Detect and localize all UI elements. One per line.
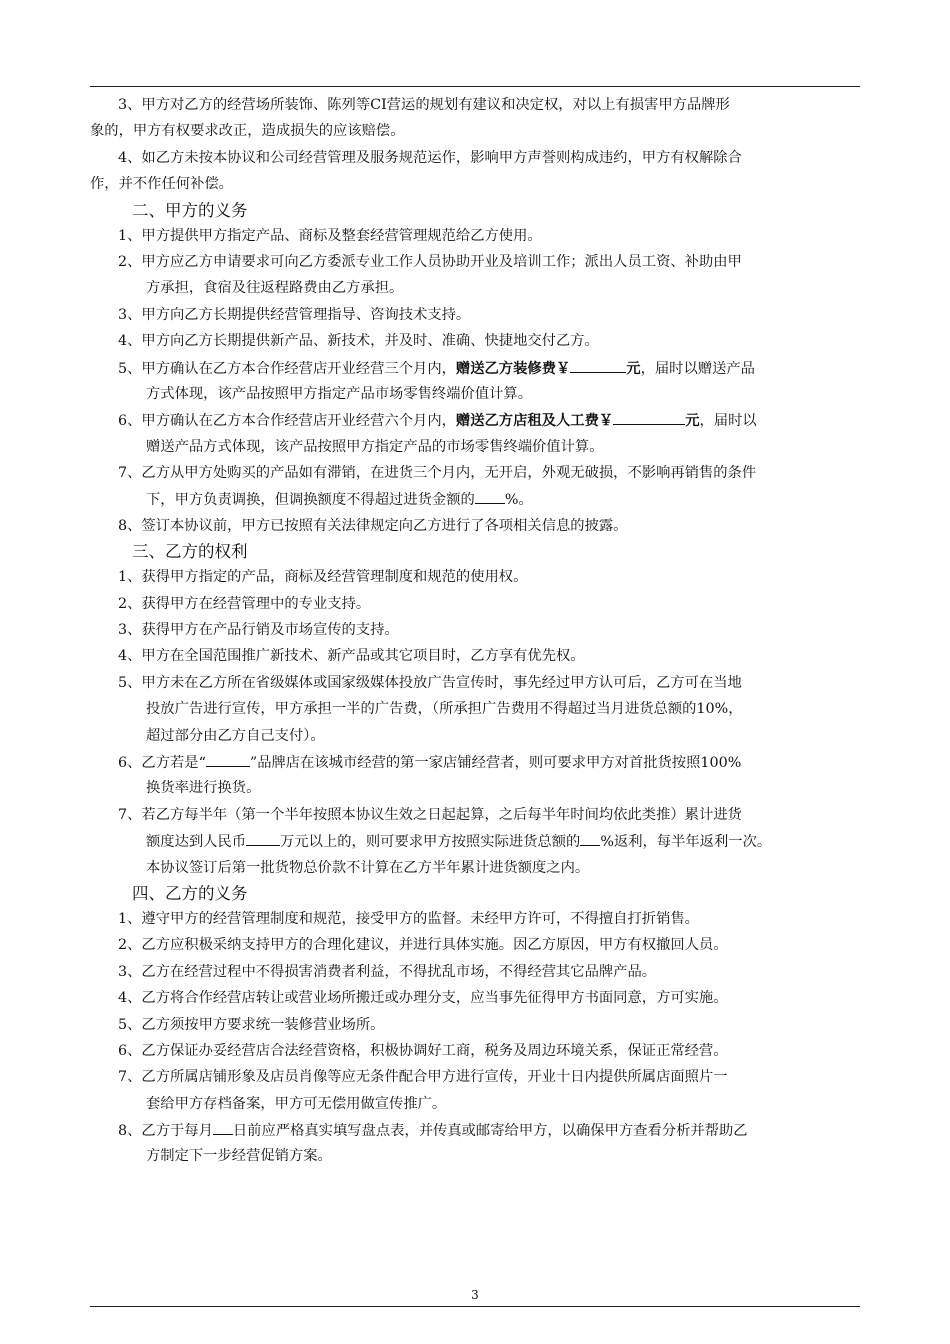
party-a-obligation-1: 1、甲方提供甲方指定产品、商标及整套经营管理规范给乙方使用。	[118, 227, 542, 244]
rent-labor-fee-blank	[613, 407, 685, 425]
text: ”品牌店在该城市经营的第一家店铺经营者，则可要求甲方对首批货按照100%	[249, 754, 742, 771]
party-b-obligation-8-line-1	[90, 1117, 860, 1143]
document-body	[90, 92, 860, 1170]
clause-4-line-2: 作，并不作任何补偿。	[90, 176, 233, 193]
day-blank	[213, 1117, 233, 1135]
decoration-fee-label: 赠送乙方装修费￥	[455, 360, 571, 377]
party-b-obligation-2: 2、乙方应积极采纳支持甲方的合理化建议，并进行具体实施。因乙方原因，甲方有权撤回人员。	[118, 937, 728, 954]
text: ，届时以赠送产品	[640, 360, 755, 377]
party-b-right-6-line-1	[90, 749, 860, 775]
party-a-obligation-8: 8、签订本协议前，甲方已按照有关法律规定向乙方进行了各项相关信息的披露。	[118, 517, 628, 534]
party-b-right-7-line-3: 本协议签订后第一批货物总价款不计算在乙方半年累计进货额度之内。	[146, 859, 590, 876]
party-a-obligation-6-line-2: 赠送产品方式体现，该产品按照甲方指定产品的市场零售终端价值计算。	[146, 438, 604, 455]
party-b-right-5-line-3: 超过部分由乙方自己支付）。	[146, 727, 325, 744]
text: %返利，每半年返利一次。	[600, 834, 772, 851]
section-heading-party-b-rights: 三、乙方的权利	[132, 542, 248, 562]
amount-blank	[246, 828, 280, 846]
rent-labor-fee-label: 赠送乙方店租及人工费￥	[455, 413, 614, 430]
party-a-obligation-3: 3、甲方向乙方长期提供经营管理指导、咨询技术支持。	[118, 306, 471, 323]
party-b-obligation-5: 5、乙方须按甲方要求统一装修营业场所。	[118, 1016, 385, 1033]
clause-3-line-1: 3、甲方对乙方的经营场所装饰、陈列等CI营运的规划有建议和决定权，对以上有损害甲方品牌形	[118, 97, 730, 113]
clause-3-line-2: 象的，甲方有权要求改正，造成损失的应该赔偿。	[90, 123, 405, 140]
party-b-right-3: 3、获得甲方在产品行销及市场宣传的支持。	[118, 622, 399, 639]
party-b-right-6-line-2: 换货率进行换货。	[146, 780, 261, 797]
party-a-obligation-5-line-2: 方式体现，该产品按照甲方指定产品市场零售终端价值计算。	[146, 385, 533, 402]
party-b-obligation-7-line-1: 7、乙方所属店铺形象及店员肖像等应无条件配合甲方进行宣传，开业十日内提供所属店面照片一	[118, 1069, 728, 1086]
party-b-right-4: 4、甲方在全国范围推广新技术、新产品或其它项目时，乙方享有优先权。	[118, 648, 585, 665]
party-a-obligation-7-line-2	[90, 486, 860, 512]
party-b-right-5-line-1: 5、甲方未在乙方所在省级媒体或国家级媒体投放广告宣传时，事先经过甲方认可后，乙方可在当地	[118, 674, 742, 691]
decoration-fee-blank	[570, 355, 626, 373]
party-b-right-5-line-2: 投放广告进行宣传，甲方承担一半的广告费，（所承担广告费用不得超过当月进货总额的10%，	[146, 701, 743, 718]
percentage-blank	[475, 486, 505, 504]
text: 6、乙方若是“	[118, 754, 206, 771]
party-b-obligation-7-line-2: 套给甲方存档备案，甲方可无偿用做宣传推广。	[146, 1095, 447, 1112]
party-a-obligation-4: 4、甲方向乙方长期提供新产品、新技术，并及时、准确、快捷地交付乙方。	[118, 333, 599, 350]
party-b-obligation-1: 1、遵守甲方的经营管理制度和规范，接受甲方的监督。未经甲方许可，不得擅自打折销售。	[118, 910, 699, 927]
brand-name-blank	[206, 749, 250, 767]
text: 万元以上的，则可要求甲方按照实际进货总额的	[280, 834, 581, 851]
page-number: 3	[471, 1288, 479, 1302]
text: 日前应严格真实填写盘点表，并传真或邮寄给甲方，以确保甲方查看分析并帮助乙	[232, 1123, 748, 1140]
text: 5、甲方确认在乙方本合作经营店开业经营三个月内，	[118, 360, 456, 377]
header-rule	[90, 86, 860, 87]
party-b-obligation-3: 3、乙方在经营过程中不得损害消费者利益，不得扰乱市场，不得经营其它品牌产品。	[118, 963, 657, 980]
party-b-obligation-4: 4、乙方将合作经营店转让或营业场所搬迁或办理分支，应当事先征得甲方书面同意，方可实施。	[118, 990, 728, 1007]
section-heading-party-b-obligations: 四、乙方的义务	[132, 883, 248, 903]
text: 6、甲方确认在乙方本合作经营店开业经营六个月内，	[118, 413, 456, 430]
text: 8、乙方于每月	[118, 1123, 213, 1140]
footer-rule	[90, 1306, 860, 1307]
unit: 元	[685, 413, 700, 430]
text: 下，甲方负责调换，但调换额度不得超过进货金额的	[146, 492, 475, 509]
party-b-right-1: 1、获得甲方指定的产品，商标及经营管理制度和规范的使用权。	[118, 569, 528, 586]
party-b-right-7-line-2	[90, 828, 860, 854]
party-a-obligation-2-line-1: 2、甲方应乙方申请要求可向乙方委派专业工作人员协助开业及培训工作；派出人员工资、补助由甲	[118, 253, 742, 270]
text: ，届时以	[699, 413, 757, 430]
party-a-obligation-2-line-2: 方承担，食宿及往返程路费由乙方承担。	[146, 280, 404, 297]
party-b-obligation-6: 6、乙方保证办妥经营店合法经营资格，积极协调好工商，税务及周边环境关系，保证正常经营。	[118, 1042, 728, 1059]
party-b-obligation-8-line-2: 方制定下一步经营促销方案。	[146, 1148, 332, 1165]
party-a-obligation-6-line-1	[90, 407, 860, 433]
unit: 元	[626, 360, 641, 377]
party-a-obligation-5-line-1	[90, 355, 860, 381]
party-b-right-2: 2、获得甲方在经营管理中的专业支持。	[118, 595, 371, 612]
section-heading-party-a-obligations: 二、甲方的义务	[132, 200, 248, 220]
text: 额度达到人民币	[146, 834, 247, 851]
rebate-percent-blank	[580, 828, 600, 846]
text: %。	[504, 492, 533, 509]
clause-4-line-1: 4、如乙方未按本协议和公司经营管理及服务规范运作，影响甲方声誉则构成违约，甲方有权解除合	[118, 149, 742, 166]
party-a-obligation-7-line-1: 7、乙方从甲方处购买的产品如有滞销，在进货三个月内，无开启，外观无破损，不影响再销售的条件	[118, 465, 757, 482]
party-b-right-7-line-1: 7、若乙方每半年（第一个半年按照本协议生效之日起起算，之后每半年时间均依此类推）累计进货	[118, 806, 742, 823]
